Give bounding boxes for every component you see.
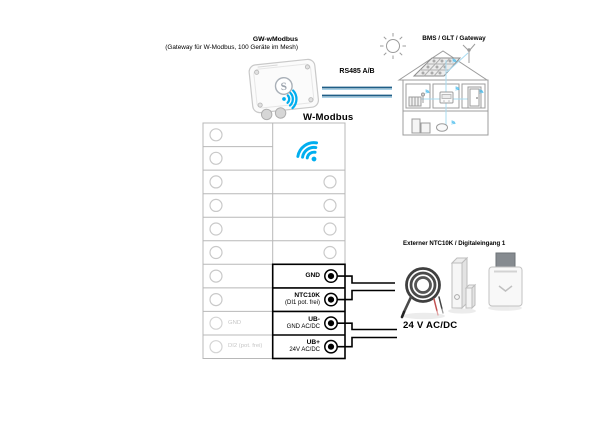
door-contact-image <box>452 258 475 308</box>
wire-ntc10k <box>338 291 396 300</box>
terminal-label-ub-plus: UB+ 24V AC/DC <box>289 339 320 353</box>
left-label-di2: DI2 (pot. frei) <box>228 343 263 349</box>
ntc-probe-image <box>402 269 443 318</box>
bms-label: BMS / GLT / Gateway <box>422 35 486 42</box>
door-icon <box>468 87 481 108</box>
rs485-label: RS485 A/B <box>339 68 375 75</box>
wire-ub-minus <box>338 323 398 329</box>
terminal-label-gnd: GND <box>305 272 320 279</box>
thermostat-panel-icon <box>440 92 453 103</box>
gateway-title: GW-wModbus <box>252 36 298 43</box>
terminal-label-ub-minus: UB- GND AC/DC <box>286 316 320 330</box>
keycard-holder-image <box>489 253 522 306</box>
wmodbus-label: W-Modbus <box>303 112 354 123</box>
device-logo-letter: S <box>280 80 288 94</box>
antenna-icon <box>463 44 475 63</box>
external-sensor-images <box>402 253 522 319</box>
external-sensors-label: Externer NTC10K / Digitaleingang 1 <box>403 240 506 247</box>
rs485-bus-lines <box>322 88 392 98</box>
wire-ub-plus <box>338 338 398 347</box>
gateway-label-block <box>165 36 298 52</box>
sun-icon <box>380 33 406 59</box>
terminal-label-ntc10k: NTC10K (DI1 pot. frei) <box>284 292 320 306</box>
left-label-gnd: GND <box>228 319 242 326</box>
gateway-subtitle: (Gateway für W-Modbus, 100 Geräte im Mesh) <box>165 44 298 51</box>
building-illustration <box>380 33 488 135</box>
wire-gnd <box>338 276 396 283</box>
wires <box>338 276 398 347</box>
power-supply-label: 24 V AC/DC <box>403 320 458 331</box>
